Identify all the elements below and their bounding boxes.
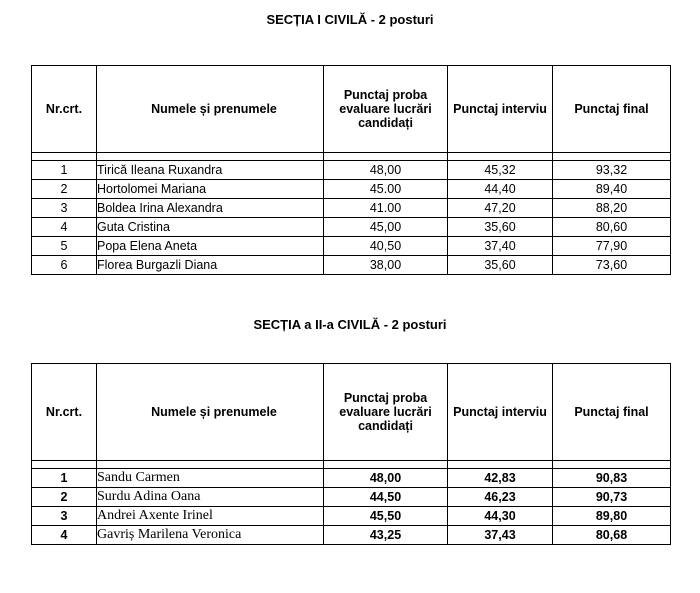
cell-nr: 1	[32, 161, 97, 180]
cell-interviu: 46,23	[448, 488, 553, 507]
cell-final: 73,60	[553, 256, 671, 275]
cell-final: 80,60	[553, 218, 671, 237]
cell-nr: 5	[32, 237, 97, 256]
cell-name: Hortolomei Mariana	[97, 180, 324, 199]
cell-interviu: 44,30	[448, 507, 553, 526]
table-row	[32, 256, 671, 275]
cell-interviu: 47,20	[448, 199, 553, 218]
table-row	[32, 526, 671, 545]
header-interviu: Punctaj interviu	[448, 364, 553, 461]
cell-nr: 6	[32, 256, 97, 275]
cell-final: 77,90	[553, 237, 671, 256]
cell-proba: 38,00	[324, 256, 448, 275]
table-row	[32, 180, 671, 199]
header-name: Numele și prenumele	[97, 364, 324, 461]
header-final: Punctaj final	[553, 364, 671, 461]
cell-interviu: 35,60	[448, 256, 553, 275]
cell-name: Andrei Axente Irinel	[97, 507, 324, 526]
header-nr: Nr.crt.	[32, 364, 97, 461]
cell-name: Sandu Carmen	[97, 469, 324, 488]
table-spacer-row	[32, 153, 671, 161]
table-spacer-row	[32, 461, 671, 469]
cell-final: 89,80	[553, 507, 671, 526]
cell-name: Florea Burgazli Diana	[97, 256, 324, 275]
cell-proba: 45.00	[324, 180, 448, 199]
cell-nr: 4	[32, 526, 97, 545]
cell-interviu: 35,60	[448, 218, 553, 237]
cell-final: 90,83	[553, 469, 671, 488]
cell-final: 93,32	[553, 161, 671, 180]
cell-final: 89,40	[553, 180, 671, 199]
cell-interviu: 37,43	[448, 526, 553, 545]
table-header-row	[32, 66, 671, 153]
cell-nr: 1	[32, 469, 97, 488]
cell-name: Guta Cristina	[97, 218, 324, 237]
cell-nr: 2	[32, 180, 97, 199]
cell-final: 90,73	[553, 488, 671, 507]
cell-final: 88,20	[553, 199, 671, 218]
cell-name: Surdu Adina Oana	[97, 488, 324, 507]
table-row	[32, 218, 671, 237]
header-interviu: Punctaj interviu	[448, 66, 553, 153]
table-row	[32, 488, 671, 507]
section-title: SECȚIA a II-a CIVILĂ - 2 posturi	[253, 317, 447, 332]
cell-interviu: 44,40	[448, 180, 553, 199]
cell-interviu: 45,32	[448, 161, 553, 180]
cell-name: Popa Elena Aneta	[97, 237, 324, 256]
table-row	[32, 237, 671, 256]
cell-final: 80,68	[553, 526, 671, 545]
results-table	[31, 363, 671, 545]
cell-proba: 45,00	[324, 218, 448, 237]
results-table	[31, 65, 671, 275]
cell-name: Boldea Irina Alexandra	[97, 199, 324, 218]
cell-proba: 43,25	[324, 526, 448, 545]
cell-proba: 48,00	[324, 469, 448, 488]
cell-name: Gavriș Marilena Veronica	[97, 526, 324, 545]
cell-proba: 44,50	[324, 488, 448, 507]
cell-nr: 4	[32, 218, 97, 237]
cell-name: Tirică Ileana Ruxandra	[97, 161, 324, 180]
cell-proba: 40,50	[324, 237, 448, 256]
table-header-row	[32, 364, 671, 461]
header-proba: Punctaj proba evaluare lucrări candidați	[324, 364, 448, 461]
cell-nr: 3	[32, 507, 97, 526]
cell-nr: 3	[32, 199, 97, 218]
cell-proba: 41.00	[324, 199, 448, 218]
header-proba: Punctaj proba evaluare lucrări candidați	[324, 66, 448, 153]
table-row	[32, 507, 671, 526]
cell-interviu: 42,83	[448, 469, 553, 488]
header-name: Numele și prenumele	[97, 66, 324, 153]
cell-proba: 48,00	[324, 161, 448, 180]
cell-proba: 45,50	[324, 507, 448, 526]
cell-nr: 2	[32, 488, 97, 507]
table-row	[32, 199, 671, 218]
cell-interviu: 37,40	[448, 237, 553, 256]
header-final: Punctaj final	[553, 66, 671, 153]
table-row	[32, 469, 671, 488]
section-title: SECȚIA I CIVILĂ - 2 posturi	[266, 12, 434, 27]
table-row	[32, 161, 671, 180]
header-nr: Nr.crt.	[32, 66, 97, 153]
